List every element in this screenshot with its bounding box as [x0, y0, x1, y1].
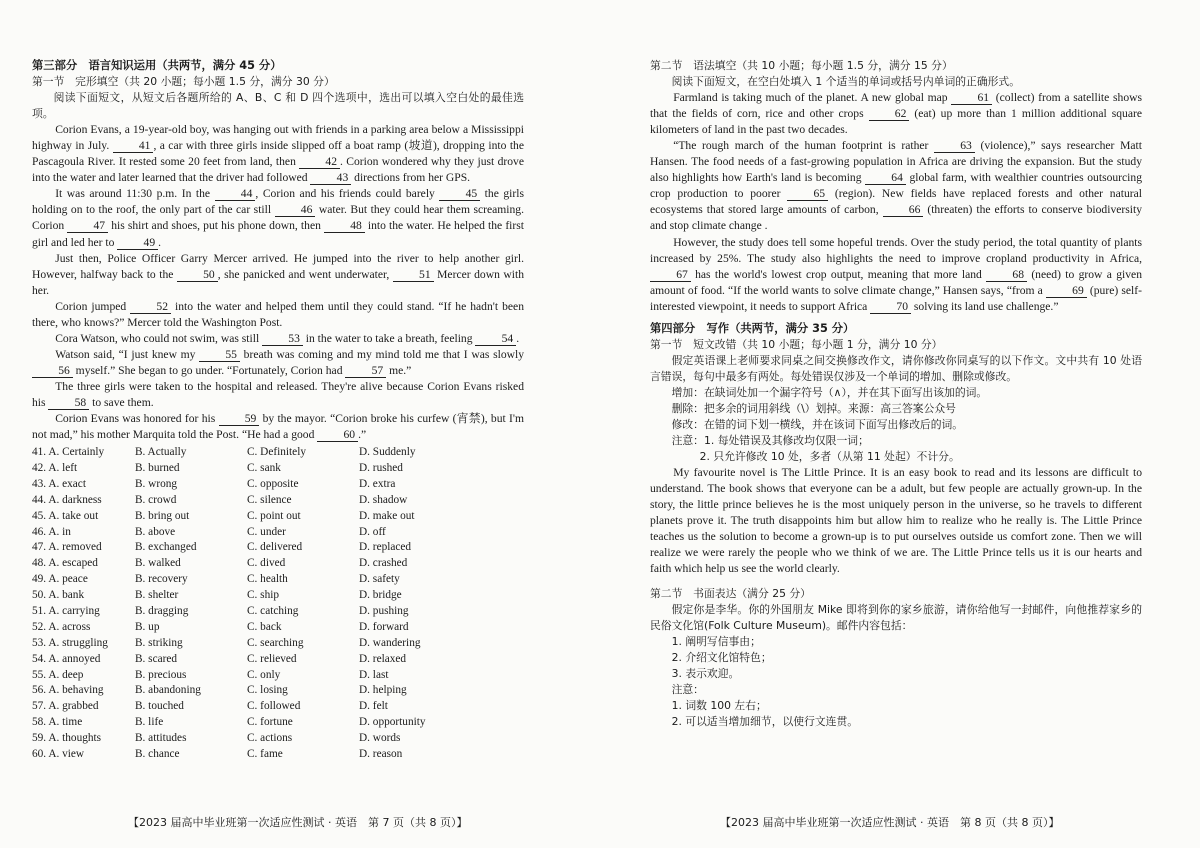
- option-choice: C. delivered: [247, 541, 303, 554]
- option-choice: D. bridge: [359, 589, 402, 602]
- passage-text: (violence),” says researcher Matt Hansen. The food needs of a fast-growing population in Africa are driving the expansion. But the study also highlights how Earth's land is becoming: [650, 139, 1142, 185]
- option-row: [32, 509, 524, 525]
- right-footer: 【2023 届高中毕业班第一次适应性测试 · 英语 第 8 页（共 8 页）】: [720, 816, 1060, 829]
- option-choice: C. catching: [247, 605, 299, 618]
- option-row: [32, 445, 524, 461]
- blank-67: 67: [650, 269, 691, 282]
- correction-rule: 2. 只允许修改 10 处，多者（从第 11 处起）不计分。: [699, 450, 960, 464]
- passage-text: myself.” She began to go under. “Fortunately, Corion had: [72, 363, 346, 377]
- blank-48: 48: [324, 220, 365, 233]
- passage-text: to save them.: [89, 395, 154, 409]
- option-choice: B. above: [135, 525, 176, 538]
- option-choice: C. actions: [247, 732, 293, 745]
- option-choice: C. back: [247, 620, 282, 633]
- option-row: [32, 652, 524, 668]
- option-choice: B. recovery: [135, 573, 188, 586]
- option-choice: C. sank: [247, 462, 281, 475]
- right-page: [600, 0, 1200, 848]
- option-choice: C. losing: [247, 684, 288, 697]
- option-row: [32, 731, 524, 747]
- passage-text: , Corion and his friends could barely: [255, 187, 440, 201]
- passage-paragraph: [650, 235, 1142, 315]
- option-row: [32, 525, 524, 541]
- passage-text: solving its land use challenge.”: [911, 299, 1059, 313]
- option-choice: 56. A. behaving: [32, 684, 104, 697]
- option-choice: D. off: [359, 525, 386, 538]
- option-choice: C. followed: [247, 700, 301, 713]
- note-item: 1. 词数 100 左右；: [671, 698, 767, 712]
- correction-rule: 增加：在缺词处加一个漏字符号（∧），并在其下面写出该加的词。: [671, 385, 988, 399]
- option-choice: D. felt: [359, 700, 388, 713]
- passage-text: (region). New fields have replaced forests and other natural ecosystems that stored large amounts of carbon,: [650, 187, 1142, 217]
- option-choice: 53. A. struggling: [32, 636, 108, 649]
- blank-59: 59: [219, 413, 260, 426]
- blank-45: 45: [439, 188, 480, 201]
- passage-paragraph: [32, 347, 524, 379]
- passage-paragraph: [32, 379, 524, 411]
- grammar-passage: [650, 90, 1142, 315]
- option-choice: B. up: [135, 620, 160, 633]
- option-choice: C. fortune: [247, 716, 293, 729]
- option-row: [32, 556, 524, 572]
- passage-text: directions from her GPS.: [351, 171, 471, 185]
- blank-65: 65: [787, 188, 828, 201]
- option-choice: D. pushing: [359, 605, 409, 618]
- option-choice: C. searching: [247, 636, 304, 649]
- option-row: [32, 604, 524, 620]
- blank-42: 42: [299, 156, 340, 169]
- blank-60: 60: [317, 429, 358, 442]
- passage-text: has the world's lowest crop output, meaning that more land: [690, 267, 987, 281]
- option-choice: D. safety: [359, 573, 400, 586]
- expression-point: 2. 介绍文化馆特色；: [671, 650, 772, 664]
- passage-text: (threaten) the efforts to conserve biodiversity and stop climate change .: [650, 203, 1143, 233]
- blank-53: 53: [262, 333, 303, 346]
- blank-56: 56: [32, 365, 73, 378]
- passage-text: his shirt and shoes, put his phone down, then: [108, 219, 324, 233]
- correction-rule: 修改：在错的词下划一横线，并在该词下面写出修改后的词。: [671, 418, 964, 432]
- passage-paragraph: [650, 138, 1142, 234]
- option-choice: 49. A. peace: [32, 573, 88, 586]
- blank-51: 51: [393, 269, 434, 282]
- option-choice: B. bring out: [135, 509, 190, 522]
- passage-text: (collect) from a satellite shows that the fields of corn, rice and other crops: [650, 91, 1142, 121]
- option-choice: 44. A. darkness: [32, 493, 102, 506]
- option-choice: 51. A. carrying: [32, 605, 100, 618]
- blank-47: 47: [67, 220, 108, 233]
- option-choice: D. helping: [359, 684, 407, 697]
- passage-text: in the water to take a breath, feeling: [302, 331, 476, 345]
- passage-paragraph: [650, 90, 1142, 138]
- grammar-heading: 第二节 语法填空（共 10 小题；每小题 1.5 分，满分 15 分）: [650, 59, 953, 72]
- blank-63: 63: [934, 140, 975, 153]
- option-row: [32, 461, 524, 477]
- option-row: [32, 588, 524, 604]
- option-choice: 48. A. escaped: [32, 557, 98, 570]
- option-row: [32, 493, 524, 509]
- option-choice: D. opportunity: [359, 716, 426, 729]
- option-choice: B. striking: [135, 636, 183, 649]
- option-choice: C. under: [247, 525, 286, 538]
- expression-prompt: 假定你是李华。你的外国朋友 Mike 即将到你的家乡旅游，请你给他写一封邮件，向他推荐家乡的民俗文化馆(Folk Culture Museum)。邮件内容包括：: [650, 602, 1142, 632]
- option-choice: B. burned: [135, 462, 180, 475]
- passage-paragraph: [32, 411, 524, 443]
- blank-50: 50: [177, 269, 218, 282]
- option-row: [32, 747, 524, 763]
- option-choice: B. life: [135, 716, 164, 729]
- blank-54: 54: [475, 333, 516, 346]
- option-choice: C. relieved: [247, 652, 297, 665]
- blank-52: 52: [130, 301, 171, 314]
- option-choice: C. silence: [247, 493, 292, 506]
- cloze-heading: 第一节 完形填空（共 20 小题；每小题 1.5 分，满分 30 分）: [32, 75, 335, 89]
- passage-text: (pure) self-interested viewpoint, it needs to support Africa: [650, 283, 1142, 313]
- passage-text: Watson said, “I just knew my: [55, 347, 200, 361]
- option-choice: B. touched: [135, 700, 184, 713]
- left-footer: 【2023 届高中毕业班第一次适应性测试 · 英语 第 7 页（共 8 页）】: [128, 816, 468, 829]
- option-choice: 47. A. removed: [32, 541, 102, 554]
- passage-text: .”: [358, 428, 367, 442]
- blank-44: 44: [215, 188, 256, 201]
- essay-text: My favourite novel is The Little Prince. It is an easy book to read and its lessons are difficult to understand. The book shows that everyone can be a adult, but few people are actually grown-up. In the story, the little prince believes he is the most uniquely person in the universe, so he travels to different planets prove it. The truth disappoints him but allow him to realize who he really is. The Little Prince teaches us the solution to become a grown-up is to put ourselves outside us comfort zone. Then we will realize we were rarely the people who we think of we are. The Little Prince tells us it is our hearts and faith which help us see the world clearly.: [650, 466, 1142, 576]
- blank-58: 58: [48, 397, 89, 410]
- passage-paragraph: [32, 186, 524, 250]
- option-choice: D. words: [359, 732, 401, 745]
- blank-62: 62: [869, 108, 910, 121]
- option-choice: B. precious: [135, 668, 187, 681]
- blank-70: 70: [870, 301, 911, 314]
- option-row: [32, 715, 524, 731]
- blank-68: 68: [986, 269, 1027, 282]
- option-choice: C. dived: [247, 557, 286, 570]
- blank-69: 69: [1046, 285, 1087, 298]
- option-choice: D. forward: [359, 620, 409, 633]
- writing-title: 第四部分 写作（共两节，满分 35 分）: [650, 321, 855, 335]
- blank-55: 55: [199, 349, 240, 362]
- option-choice: 54. A. annoyed: [32, 652, 101, 665]
- passage-text: The three girls were taken to the hospital and released. They're alive because Corion Evans risked his: [32, 379, 524, 409]
- passage-paragraph: [32, 122, 524, 186]
- option-row: [32, 572, 524, 588]
- passage-text: me.”: [386, 363, 412, 377]
- passage-text: It was around 11:30 p.m. In the: [55, 187, 215, 201]
- option-choice: D. extra: [359, 477, 396, 490]
- option-choice: 41. A. Certainly: [32, 446, 105, 459]
- option-choice: D. wandering: [359, 636, 421, 649]
- option-row: [32, 540, 524, 556]
- passage-text: “The rough march of the human footprint is rather: [673, 139, 935, 153]
- passage-text: .: [516, 331, 520, 345]
- passage-text: However, the study does tell some hopeful trends. Over the study period, the total quantity of plants increased by 25%. The study also highlights the need to improve cropland productivity in Africa,: [650, 235, 1142, 265]
- option-choice: D. Suddenly: [359, 446, 416, 459]
- option-choice: 45. A. take out: [32, 509, 99, 522]
- option-row: [32, 683, 524, 699]
- option-choice: D. reason: [359, 748, 403, 761]
- option-choice: 43. A. exact: [32, 477, 86, 490]
- blank-66: 66: [883, 204, 924, 217]
- option-choice: C. health: [247, 573, 288, 586]
- option-choice: B. exchanged: [135, 541, 197, 554]
- passage-text: into the water. He helped the first girl and led her to: [32, 219, 524, 249]
- passage-paragraph: [32, 299, 524, 331]
- expression-point: 1. 阐明写信事由；: [671, 634, 761, 648]
- option-choice: 59. A. thoughts: [32, 732, 102, 745]
- option-choice: 60. A. view: [32, 748, 85, 761]
- right-column: [650, 58, 1142, 730]
- cloze-options: [32, 445, 524, 763]
- option-row: [32, 636, 524, 652]
- option-choice: B. Actually: [135, 446, 187, 459]
- option-choice: C. ship: [247, 589, 280, 602]
- section-title: 第三部分 语言知识运用（共两节，满分 45 分）: [32, 59, 282, 72]
- option-choice: C. only: [247, 668, 281, 681]
- blank-49: 49: [117, 237, 158, 250]
- blank-64: 64: [865, 172, 906, 185]
- passage-text: . Corion wondered why they just drove into the water and later learned that the driver had followed: [32, 155, 524, 185]
- passage-text: Just then, Police Officer Garry Mercer arrived. He jumped into the river to help another girl. However, halfway back to the: [32, 251, 524, 281]
- option-choice: C. opposite: [247, 477, 299, 490]
- passage-text: global farm, with wealthier countries outsourcing crop production to poorer: [650, 171, 1142, 201]
- left-column: [32, 58, 524, 763]
- option-choice: B. shelter: [135, 589, 179, 602]
- option-row: [32, 620, 524, 636]
- option-choice: 52. A. across: [32, 620, 91, 633]
- cloze-instruction: 阅读下面短文，从短文后各题所给的 A、B、C 和 D 四个选项中，选出可以填入空白处的最佳选项。: [32, 91, 524, 121]
- option-choice: D. shadow: [359, 493, 408, 506]
- passage-text: by the mayor. “Corion broke his curfew (宵禁), but I'm not mad,” his mother Marquita told the Post. “He had a good: [32, 412, 525, 442]
- option-choice: 55. A. deep: [32, 668, 84, 681]
- correction-instruction: 假定英语课上老师要求同桌之间交换修改作文，请你修改你同桌写的以下作文。文中共有 10 处语言错误，每句中最多有两处。每处错误仅涉及一个单词的增加、删除或修改。: [650, 353, 1142, 383]
- option-choice: D. relaxed: [359, 652, 407, 665]
- passage-text: breath was coming and my mind told me that I was slowly: [239, 347, 525, 361]
- correction-rule: 注意：1. 每处错误及其修改均仅限一词；: [671, 434, 869, 448]
- option-choice: B. wrong: [135, 477, 178, 490]
- option-choice: B. crowd: [135, 493, 177, 506]
- option-row: [32, 477, 524, 493]
- option-choice: B. walked: [135, 557, 181, 570]
- option-choice: D. rushed: [359, 462, 403, 475]
- note-item: 2. 可以适当增加细节，以使行文连贯。: [671, 714, 859, 728]
- option-choice: B. chance: [135, 748, 180, 761]
- option-choice: B. abandoning: [135, 684, 201, 697]
- grammar-instruction: 阅读下面短文，在空白处填入 1 个适当的单词或括号内单词的正确形式。: [671, 75, 1021, 89]
- passage-text: , a car with three girls inside slipped off a boat ramp (坡道), dropping into the Pascagoula River. It rested some 20 feet from land, then: [32, 139, 524, 169]
- passage-text: into the water and helped them until they could stand. “If he hadn't been there, who knows?” Mercer told the Washington Post.: [32, 299, 524, 329]
- blank-43: 43: [310, 172, 351, 185]
- passage-text: Corion jumped: [55, 299, 131, 313]
- passage-text: water. But they could hear them screaming. Corion: [32, 203, 524, 233]
- expression-heading: 第二节 书面表达（满分 25 分）: [650, 586, 811, 600]
- option-choice: D. last: [359, 668, 389, 681]
- option-row: [32, 668, 524, 684]
- passage-text: the girls holding on to the roof, the only part of the car still: [32, 187, 524, 217]
- expression-point: 3. 表示欢迎。: [671, 666, 740, 680]
- blank-57: 57: [345, 365, 386, 378]
- passage-text: (need) to grow a given amount of food. “If the world wants to solve climate change,” Hansen says, “from a: [650, 267, 1143, 297]
- option-choice: 42. A. left: [32, 462, 78, 475]
- option-choice: C. point out: [247, 509, 301, 522]
- passage-text: Cora Watson, who could not swim, was still: [55, 331, 263, 345]
- passage-text: Mercer down with her.: [32, 267, 524, 297]
- correction-heading: 第一节 短文改错（共 10 小题；每小题 1 分，满分 10 分）: [650, 337, 943, 351]
- option-choice: 50. A. bank: [32, 589, 85, 602]
- option-row: [32, 699, 524, 715]
- option-choice: D. make out: [359, 509, 415, 522]
- passage-text: , she panicked and went underwater,: [217, 267, 393, 281]
- option-choice: B. scared: [135, 652, 178, 665]
- option-choice: 57. A. grabbed: [32, 700, 99, 713]
- passage-paragraph: [32, 251, 524, 299]
- option-choice: B. attitudes: [135, 732, 187, 745]
- option-choice: 46. A. in: [32, 525, 71, 538]
- correction-rule: 删除：把多余的词用斜线（\）划掉。来源：高三答案公众号: [671, 401, 956, 415]
- passage-text: (eat) up more than 1 million additional square kilometers of land in the past two decades.: [650, 107, 1142, 137]
- option-choice: B. dragging: [135, 605, 189, 618]
- option-choice: D. replaced: [359, 541, 412, 554]
- passage-text: .: [158, 235, 162, 249]
- passage-paragraph: [32, 331, 524, 347]
- notes-label: 注意：: [671, 682, 704, 696]
- blank-46: 46: [275, 204, 316, 217]
- blank-61: 61: [951, 92, 992, 105]
- passage-text: Corion Evans was honored for his: [55, 412, 219, 426]
- passage-text: Farmland is taking much of the planet. A new global map: [673, 91, 952, 105]
- cloze-passage: [32, 122, 524, 443]
- passage-text: Corion Evans, a 19-year-old boy, was hanging out with friends in a parking area below a Mississippi highway in July.: [32, 123, 524, 153]
- option-choice: 58. A. time: [32, 716, 83, 729]
- blank-41: 41: [113, 140, 154, 153]
- option-choice: D. crashed: [359, 557, 408, 570]
- option-choice: C. Definitely: [247, 446, 306, 459]
- option-choice: C. fame: [247, 748, 283, 761]
